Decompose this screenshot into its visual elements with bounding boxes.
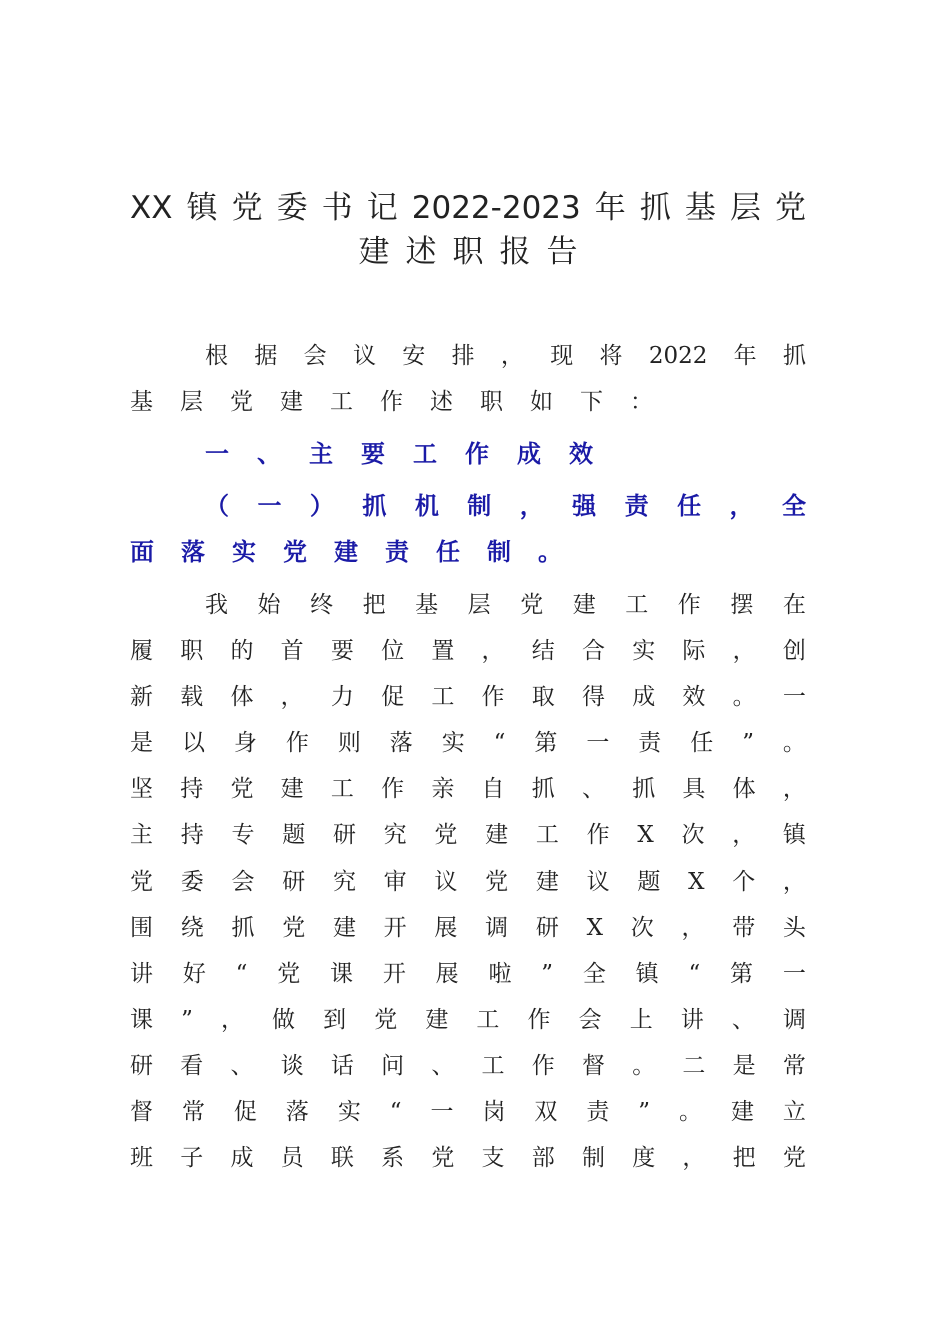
text-glyph: 、 <box>581 776 605 802</box>
text-glyph: 议 <box>352 343 376 369</box>
text-glyph: 抓 <box>632 776 656 802</box>
body-line-6 <box>130 819 806 851</box>
text-glyph: 坚 <box>130 776 153 802</box>
text-glyph: 研 <box>332 822 356 848</box>
text-glyph: 责 <box>586 1099 610 1125</box>
text-glyph: 党 <box>230 389 253 415</box>
text-glyph: 告 <box>546 234 578 270</box>
text-glyph: 党 <box>774 190 806 226</box>
text-glyph: 作 <box>481 684 505 710</box>
text-glyph: 一 <box>782 684 806 710</box>
text-glyph: ， <box>681 915 705 941</box>
text-glyph: ” <box>541 961 554 987</box>
text-glyph: 全 <box>582 961 606 987</box>
document-title-line-2 <box>130 232 806 272</box>
text-glyph: 落 <box>389 730 413 756</box>
text-glyph: 双 <box>534 1099 558 1125</box>
text-glyph: 一 <box>257 492 282 520</box>
text-glyph: 课 <box>330 961 354 987</box>
text-glyph: 镇 <box>635 961 659 987</box>
text-glyph: 镇 <box>186 190 218 226</box>
text-glyph: ： <box>630 389 653 415</box>
text-glyph: 具 <box>682 776 706 802</box>
text-glyph: 将 <box>599 343 623 369</box>
text-glyph: 层 <box>467 592 491 618</box>
text-glyph: 建 <box>485 822 509 848</box>
text-glyph: 研 <box>130 1053 153 1079</box>
text-glyph: 身 <box>233 730 257 756</box>
text-glyph: 常 <box>782 1053 806 1079</box>
text-glyph: 专 <box>231 822 255 848</box>
body-line-7 <box>130 866 806 898</box>
text-glyph: ” <box>742 730 754 756</box>
text-glyph: 党 <box>431 1145 455 1171</box>
text-glyph: 持 <box>180 776 204 802</box>
text-glyph: 次 <box>630 915 654 941</box>
text-glyph: 是 <box>130 730 153 756</box>
body-line-12 <box>130 1096 806 1128</box>
text-glyph: 讲 <box>130 961 153 987</box>
text-glyph: 课 <box>130 1007 153 1033</box>
text-glyph: 作 <box>677 592 701 618</box>
text-glyph: 研 <box>282 869 306 895</box>
text-glyph: 第 <box>534 730 558 756</box>
text-glyph: 题 <box>282 822 306 848</box>
text-glyph: 、 <box>230 1053 254 1079</box>
text-glyph: ， <box>519 492 544 520</box>
text-glyph: 带 <box>732 915 756 941</box>
text-glyph: 安 <box>402 343 426 369</box>
text-glyph: 的 <box>230 638 254 664</box>
text-glyph: 建 <box>730 1099 754 1125</box>
text-glyph: 职 <box>480 389 503 415</box>
text-glyph: 。 <box>782 730 806 756</box>
text-glyph: 促 <box>381 684 405 710</box>
text-glyph: 镇 <box>782 822 806 848</box>
text-glyph: 年 <box>594 190 626 226</box>
text-glyph: 讲 <box>680 1007 704 1033</box>
text-glyph: 要 <box>330 638 354 664</box>
text-glyph: 得 <box>581 684 605 710</box>
text-glyph: 抓 <box>782 343 806 369</box>
text-glyph: 好 <box>182 961 206 987</box>
text-glyph: 现 <box>550 343 574 369</box>
body-line-13 <box>130 1142 806 1174</box>
text-glyph: “ <box>389 1099 402 1125</box>
text-glyph: 是 <box>732 1053 756 1079</box>
text-glyph: 制 <box>467 492 492 520</box>
text-glyph: 年 <box>733 343 757 369</box>
text-glyph: 建 <box>280 776 304 802</box>
text-glyph: 会 <box>231 869 255 895</box>
text-glyph: 联 <box>330 1145 354 1171</box>
text-glyph: 主 <box>130 822 153 848</box>
text-glyph: 抓 <box>531 776 555 802</box>
text-glyph: 建 <box>280 389 303 415</box>
text-glyph: 首 <box>280 638 304 664</box>
text-glyph: 成 <box>230 1145 254 1171</box>
text-glyph: ） <box>309 492 334 520</box>
text-glyph: 党 <box>277 961 301 987</box>
body-line-1 <box>205 589 806 621</box>
text-glyph: 新 <box>130 684 153 710</box>
text-glyph: 第 <box>730 961 754 987</box>
text-glyph: 作 <box>380 389 403 415</box>
text-glyph: 头 <box>782 915 806 941</box>
document-title-line-1 <box>130 188 806 228</box>
text-glyph: 。 <box>632 1053 656 1079</box>
text-glyph: 在 <box>782 592 806 618</box>
text-glyph: 据 <box>254 343 278 369</box>
text-glyph: 自 <box>481 776 505 802</box>
text-glyph: 一 <box>430 1099 454 1125</box>
text-glyph: 全 <box>781 492 806 520</box>
body-line-5 <box>130 773 806 805</box>
body-line-11 <box>130 1050 806 1082</box>
body-line-3 <box>130 681 806 713</box>
text-glyph: 谈 <box>280 1053 304 1079</box>
text-glyph: 。 <box>679 1099 703 1125</box>
text-glyph: 职 <box>180 638 204 664</box>
text-glyph: 工 <box>476 1007 500 1033</box>
text-glyph: 、 <box>731 1007 755 1033</box>
text-glyph: 问 <box>381 1053 405 1079</box>
text-glyph: 开 <box>382 961 406 987</box>
text-glyph: ， <box>782 776 806 802</box>
text-glyph: X <box>637 822 654 848</box>
text-glyph: 作 <box>531 1053 555 1079</box>
text-glyph: 。 <box>732 684 756 710</box>
text-glyph: ， <box>732 822 756 848</box>
text-glyph: 究 <box>332 869 356 895</box>
text-glyph: 作 <box>285 730 309 756</box>
text-glyph: 子 <box>180 1145 204 1171</box>
text-glyph: 班 <box>130 1145 153 1171</box>
text-glyph: 一 <box>205 440 229 468</box>
section-heading-1 <box>205 438 805 470</box>
text-glyph: X <box>586 915 603 941</box>
text-glyph: 个 <box>732 869 756 895</box>
text-glyph: 作 <box>381 776 405 802</box>
text-glyph: 以 <box>181 730 205 756</box>
text-glyph: 记 <box>366 190 398 226</box>
intro-line-2 <box>130 386 806 418</box>
text-glyph: 究 <box>383 822 407 848</box>
text-glyph: 载 <box>180 684 204 710</box>
text-glyph: 制 <box>581 1145 605 1171</box>
text-glyph: 党 <box>230 776 254 802</box>
text-glyph: 持 <box>180 822 204 848</box>
text-glyph: X <box>688 869 705 895</box>
text-glyph: 一 <box>782 961 806 987</box>
text-glyph: 效 <box>682 684 706 710</box>
text-glyph: 开 <box>383 915 407 941</box>
text-glyph: 、 <box>257 440 281 468</box>
text-glyph: 落 <box>181 538 205 566</box>
text-glyph: 落 <box>285 1099 309 1125</box>
body-line-8 <box>130 912 806 944</box>
body-line-10 <box>130 1004 806 1036</box>
text-glyph: 抓 <box>362 492 387 520</box>
text-glyph: ， <box>732 638 756 664</box>
text-glyph: 话 <box>330 1053 354 1079</box>
text-glyph: 则 <box>337 730 361 756</box>
text-glyph: 展 <box>435 961 459 987</box>
text-glyph: 要 <box>361 440 385 468</box>
subsection-heading-line-2 <box>130 536 806 568</box>
intro-line-1 <box>205 340 806 372</box>
text-glyph: ， <box>729 492 754 520</box>
text-glyph: ， <box>220 1007 244 1033</box>
text-glyph: ， <box>280 684 304 710</box>
text-glyph: 体 <box>732 776 756 802</box>
text-glyph: 立 <box>782 1099 806 1125</box>
text-glyph: 部 <box>531 1145 555 1171</box>
text-glyph: 党 <box>130 869 153 895</box>
text-glyph: 始 <box>257 592 281 618</box>
text-glyph: 结 <box>531 638 555 664</box>
text-glyph: 建 <box>425 1007 449 1033</box>
text-glyph: 审 <box>383 869 407 895</box>
text-glyph: 责 <box>638 730 662 756</box>
text-glyph: 职 <box>452 234 484 270</box>
text-glyph: 制 <box>487 538 511 566</box>
text-glyph: 实 <box>232 538 256 566</box>
text-glyph: 党 <box>283 538 307 566</box>
text-glyph: 下 <box>580 389 603 415</box>
text-glyph: ， <box>782 869 806 895</box>
text-glyph: 建 <box>572 592 596 618</box>
text-glyph: 党 <box>282 915 306 941</box>
text-glyph: 二 <box>682 1053 706 1079</box>
text-glyph: 建 <box>358 234 390 270</box>
text-glyph: 责 <box>385 538 409 566</box>
text-glyph: （ <box>205 492 229 520</box>
text-glyph: 作 <box>465 440 489 468</box>
text-glyph: 到 <box>323 1007 347 1033</box>
text-glyph: 会 <box>303 343 327 369</box>
text-glyph: 围 <box>130 915 153 941</box>
text-glyph: 实 <box>632 638 656 664</box>
text-glyph: 摆 <box>730 592 754 618</box>
text-glyph: 研 <box>535 915 559 941</box>
text-glyph: 促 <box>233 1099 257 1125</box>
text-glyph: 工 <box>330 776 354 802</box>
text-glyph: 调 <box>485 915 509 941</box>
text-glyph: 书 <box>321 190 353 226</box>
text-glyph: 抓 <box>639 190 671 226</box>
text-glyph: “ <box>493 730 506 756</box>
text-glyph: 党 <box>782 1145 806 1171</box>
text-glyph: 把 <box>732 1145 756 1171</box>
text-glyph: 力 <box>330 684 354 710</box>
body-line-2 <box>130 635 806 667</box>
text-glyph: 。 <box>538 538 562 566</box>
text-glyph: 成 <box>632 684 656 710</box>
text-glyph: 党 <box>434 822 458 848</box>
text-glyph: ， <box>481 638 505 664</box>
text-glyph: 我 <box>205 592 228 618</box>
text-glyph: 督 <box>130 1099 153 1125</box>
text-glyph: 建 <box>535 869 559 895</box>
body-line-9 <box>130 958 806 990</box>
text-glyph: 作 <box>586 822 610 848</box>
text-glyph: 建 <box>332 915 356 941</box>
text-glyph: ， <box>682 1145 706 1171</box>
text-glyph: 上 <box>629 1007 653 1033</box>
text-glyph: 面 <box>130 538 154 566</box>
text-glyph: 工 <box>431 684 455 710</box>
text-glyph: “ <box>688 961 701 987</box>
text-glyph: 任 <box>690 730 714 756</box>
text-glyph: 成 <box>517 440 541 468</box>
text-glyph: 建 <box>334 538 358 566</box>
text-glyph: 党 <box>231 190 263 226</box>
text-glyph: 基 <box>415 592 439 618</box>
text-glyph: 会 <box>578 1007 602 1033</box>
text-glyph: 啦 <box>488 961 512 987</box>
text-glyph: 委 <box>276 190 308 226</box>
text-glyph: 效 <box>569 440 593 468</box>
text-glyph: 体 <box>230 684 254 710</box>
text-glyph: 作 <box>527 1007 551 1033</box>
text-glyph: 层 <box>729 190 761 226</box>
text-glyph: 工 <box>330 389 353 415</box>
text-glyph: 工 <box>481 1053 505 1079</box>
text-glyph: 合 <box>581 638 605 664</box>
text-glyph: ， <box>500 343 524 369</box>
text-glyph: 2022-2023 <box>411 190 581 226</box>
text-glyph: 支 <box>481 1145 505 1171</box>
text-glyph: 题 <box>637 869 661 895</box>
text-glyph: 强 <box>572 492 597 520</box>
text-glyph: 层 <box>180 389 203 415</box>
subsection-heading-line-1 <box>205 490 806 522</box>
text-glyph: 工 <box>535 822 559 848</box>
text-glyph: 党 <box>485 869 509 895</box>
text-glyph: 实 <box>337 1099 361 1125</box>
text-glyph: 终 <box>310 592 334 618</box>
body-line-4 <box>130 727 806 759</box>
text-glyph: 2022 <box>648 343 708 369</box>
text-glyph: 调 <box>782 1007 806 1033</box>
text-glyph: 党 <box>374 1007 398 1033</box>
text-glyph: 度 <box>632 1145 656 1171</box>
text-glyph: 责 <box>624 492 649 520</box>
text-glyph: 做 <box>272 1007 296 1033</box>
text-glyph: 述 <box>430 389 453 415</box>
text-glyph: 任 <box>677 492 702 520</box>
text-glyph: 督 <box>581 1053 605 1079</box>
text-glyph: 实 <box>441 730 465 756</box>
text-glyph: 议 <box>434 869 458 895</box>
text-glyph: 置 <box>431 638 455 664</box>
text-glyph: 工 <box>625 592 649 618</box>
text-glyph: 岗 <box>482 1099 506 1125</box>
text-glyph: 委 <box>180 869 204 895</box>
text-glyph: 绕 <box>180 915 204 941</box>
text-glyph: 述 <box>405 234 437 270</box>
text-glyph: 议 <box>586 869 610 895</box>
text-glyph: 主 <box>309 440 333 468</box>
text-glyph: 次 <box>681 822 705 848</box>
text-glyph: 系 <box>381 1145 405 1171</box>
text-glyph: 排 <box>451 343 475 369</box>
text-glyph: ” <box>181 1007 193 1033</box>
text-glyph: 抓 <box>231 915 255 941</box>
text-glyph: 工 <box>413 440 437 468</box>
text-glyph: 基 <box>684 190 716 226</box>
text-glyph: 基 <box>130 389 153 415</box>
text-glyph: 、 <box>431 1053 455 1079</box>
text-glyph: XX <box>130 190 173 226</box>
text-glyph: “ <box>235 961 248 987</box>
text-glyph: 亲 <box>431 776 455 802</box>
text-glyph: 机 <box>414 492 439 520</box>
text-glyph: 员 <box>280 1145 304 1171</box>
text-glyph: 根 <box>205 343 228 369</box>
text-glyph: 取 <box>531 684 555 710</box>
text-glyph: 展 <box>434 915 458 941</box>
text-glyph: 看 <box>180 1053 204 1079</box>
text-glyph: 任 <box>436 538 460 566</box>
text-glyph: 位 <box>381 638 405 664</box>
text-glyph: 一 <box>586 730 610 756</box>
text-glyph: 如 <box>530 389 553 415</box>
text-glyph: 党 <box>520 592 544 618</box>
text-glyph: ” <box>638 1099 651 1125</box>
text-glyph: 常 <box>181 1099 205 1125</box>
text-glyph: 报 <box>499 234 531 270</box>
text-glyph: 创 <box>782 638 806 664</box>
text-glyph: 把 <box>362 592 386 618</box>
text-glyph: 际 <box>682 638 706 664</box>
text-glyph: 履 <box>130 638 153 664</box>
